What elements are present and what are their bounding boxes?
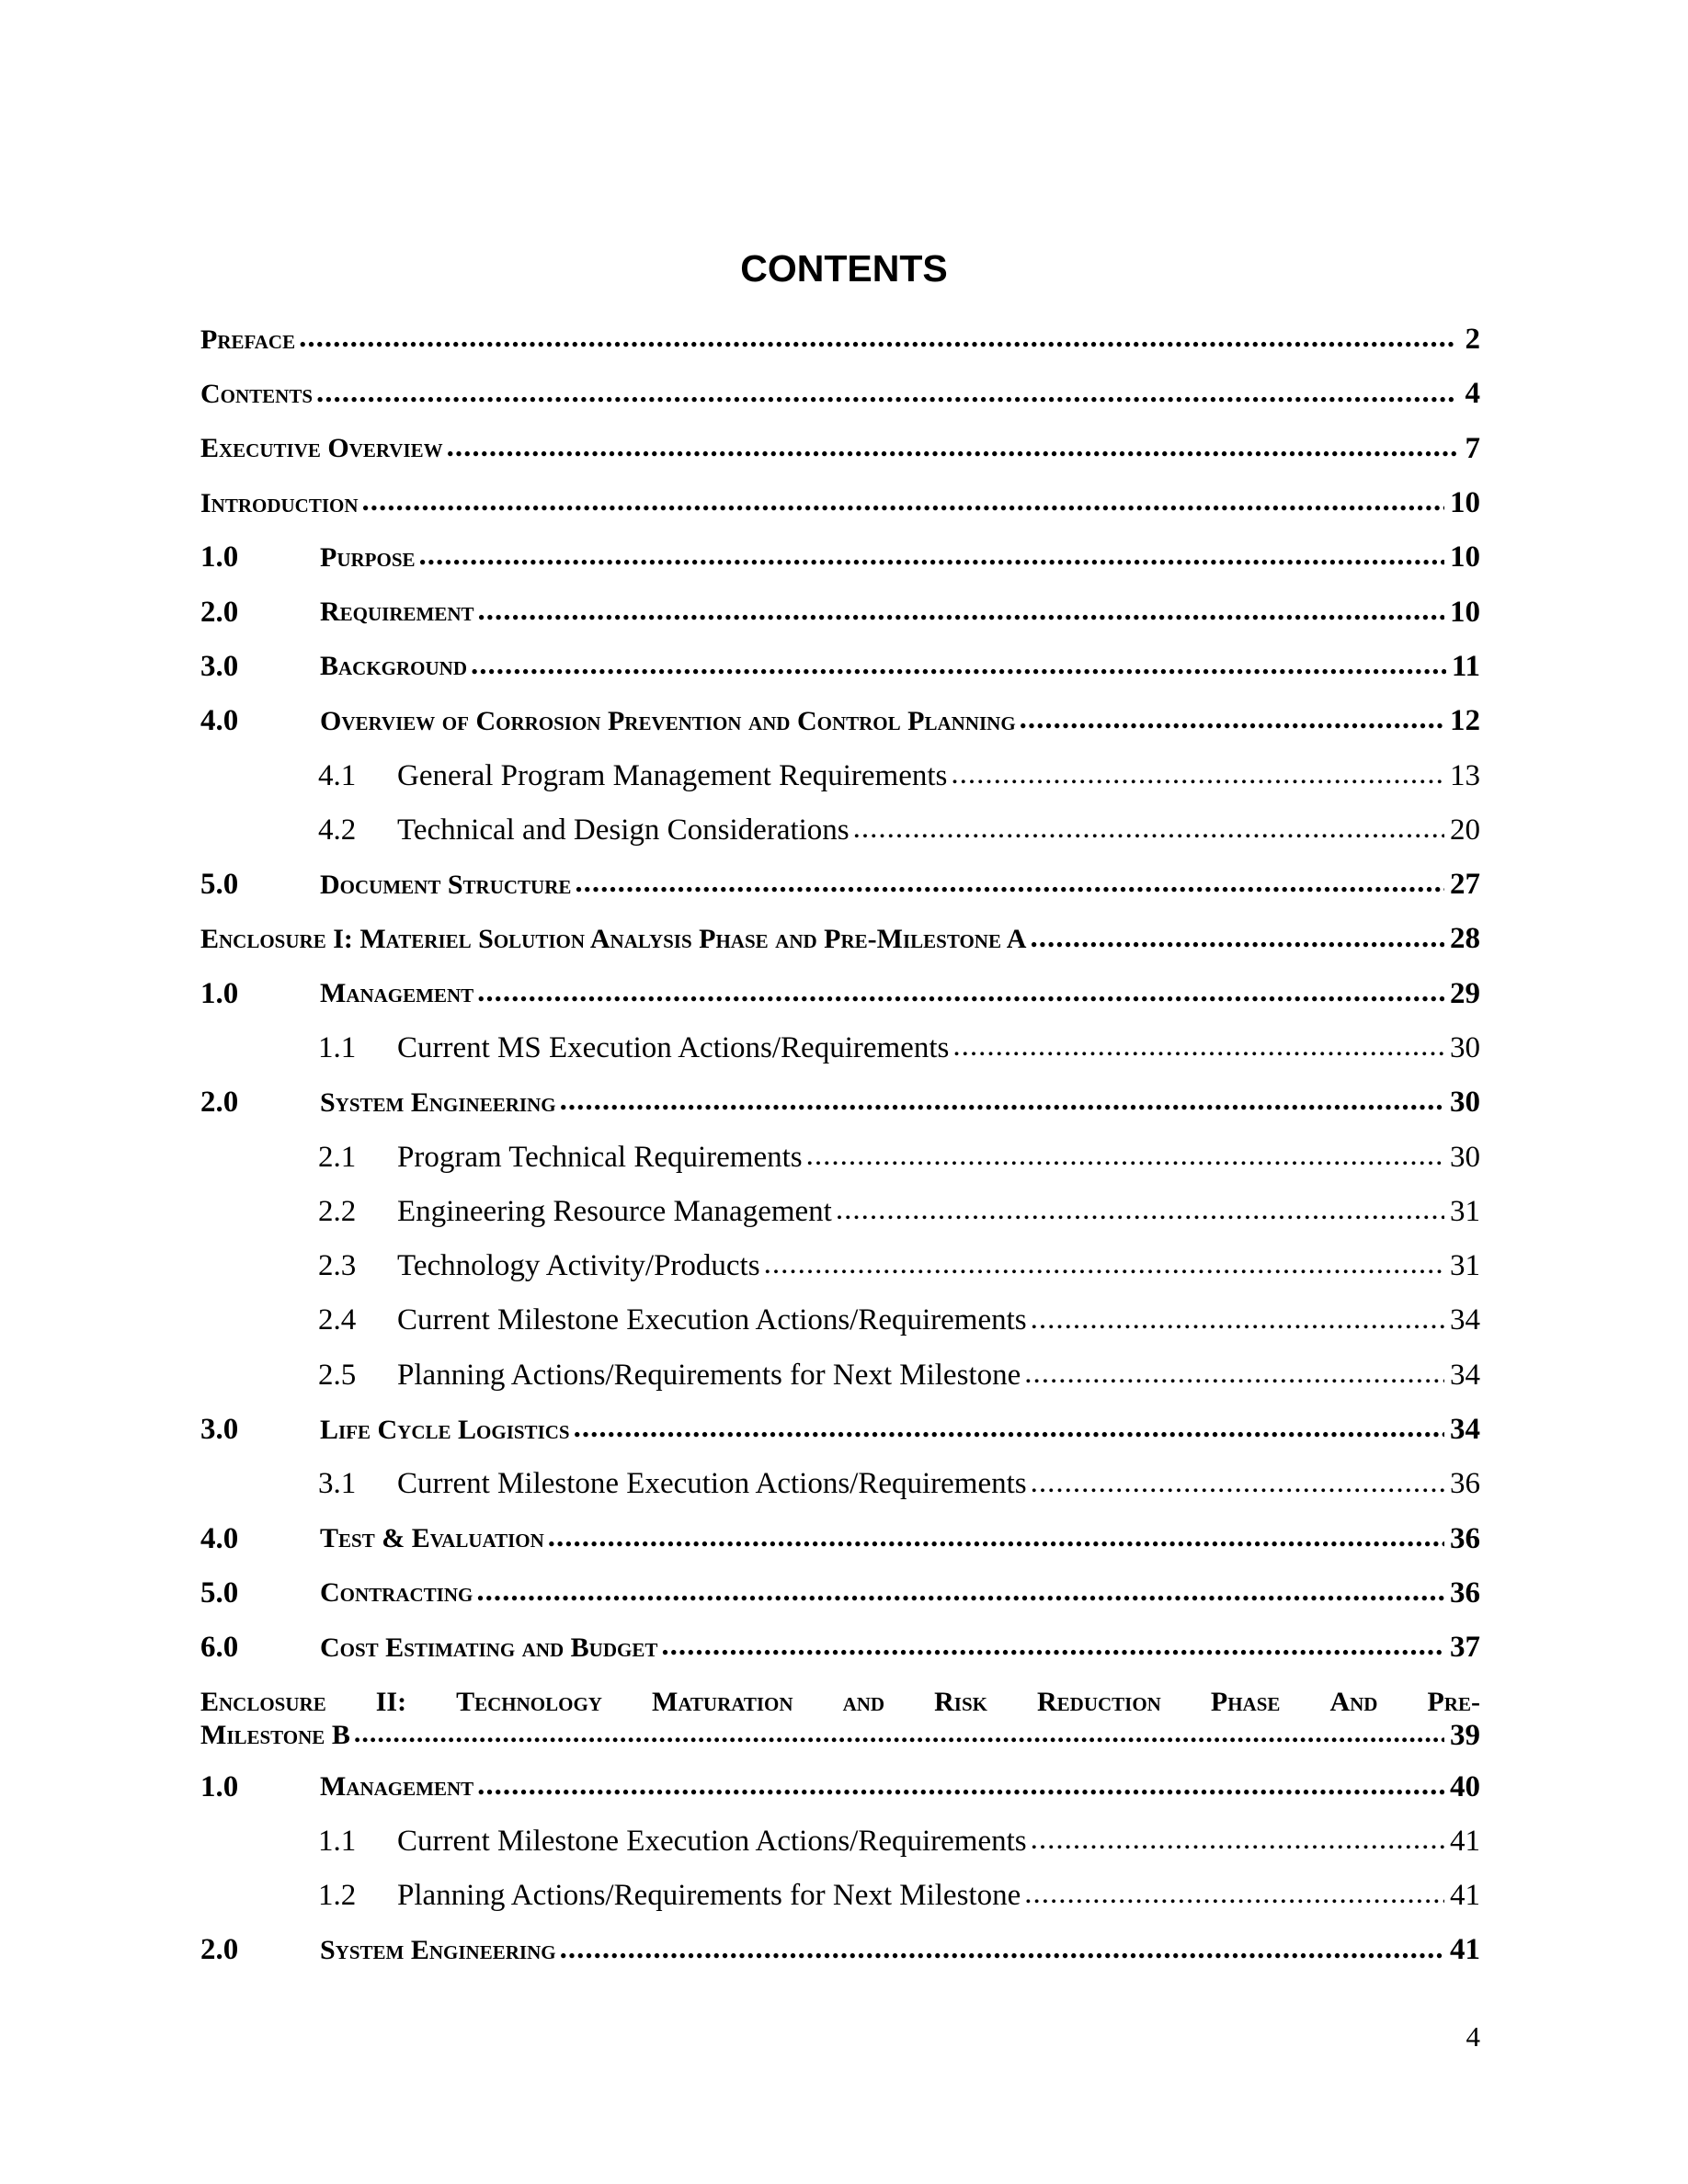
toc-entry[interactable] (200, 1021, 1480, 1075)
toc-entry-title: System Engineering (320, 1934, 556, 1965)
toc-entry-title: System Engineering (320, 1086, 556, 1118)
toc-entry-title: Preface (200, 324, 296, 355)
toc-entry[interactable] (200, 1759, 1480, 1814)
toc-entry-number: 4.1 (318, 758, 357, 792)
toc-entry-page: 10 (1450, 540, 1480, 574)
toc-entry-title: Purpose (320, 541, 416, 573)
dot-leader (806, 1130, 1444, 1184)
toc-entry-page: 29 (1450, 976, 1480, 1010)
dot-leader (853, 803, 1444, 858)
toc-entry-number: 2.0 (200, 595, 239, 629)
toc-entry-number: 3.0 (200, 1413, 239, 1447)
toc-entry-title-word: Maturation (652, 1687, 793, 1718)
toc-entry-number: 2.5 (318, 1358, 357, 1392)
dot-leader (548, 1512, 1444, 1566)
toc-entry[interactable] (200, 1185, 1480, 1239)
toc-entry-page: 20 (1450, 813, 1480, 847)
dot-leader (316, 367, 1456, 421)
dot-leader (952, 1021, 1444, 1075)
dot-leader (560, 1923, 1444, 1977)
toc-entry[interactable] (200, 967, 1480, 1021)
toc-entry[interactable] (200, 1293, 1480, 1348)
toc-entry[interactable] (200, 1403, 1480, 1457)
toc-entry[interactable] (200, 1348, 1480, 1403)
toc-entry-title: Overview of Corrosion Prevention and Control Planning (320, 705, 1016, 736)
dot-leader (1020, 694, 1444, 748)
toc-entry-title-word: Reduction (1037, 1687, 1161, 1718)
toc-entry[interactable] (200, 694, 1480, 748)
toc-entry[interactable] (200, 1923, 1480, 1977)
dot-leader (1030, 912, 1444, 966)
toc-entry-title: Management (320, 1771, 474, 1803)
toc-entry-title: Current MS Execution Actions/Requirements (397, 1031, 950, 1064)
toc-entry-title: General Program Management Requirements (397, 758, 948, 792)
toc-entry-title: Program Technical Requirements (397, 1140, 803, 1174)
toc-entry-title: Engineering Resource Management (397, 1194, 832, 1228)
dot-leader (836, 1185, 1444, 1239)
toc-entry-page: 36 (1450, 1575, 1480, 1610)
dot-leader (951, 748, 1444, 802)
toc-entry-number: 2.3 (318, 1249, 357, 1283)
toc-entry-title: Technology Activity/Products (397, 1249, 760, 1283)
dot-leader (1031, 1293, 1444, 1348)
toc-entry-page: 36 (1450, 1521, 1480, 1555)
toc-entry-number: 2.4 (318, 1303, 357, 1337)
dot-leader (764, 1239, 1444, 1293)
toc-entry-number: 2.0 (200, 1933, 239, 1967)
toc-entry-page: 7 (1465, 431, 1480, 465)
toc-entry-page: 41 (1450, 1824, 1480, 1858)
toc-entry-page: 34 (1450, 1413, 1480, 1447)
dot-leader (560, 1075, 1444, 1130)
toc-entry-page: 34 (1450, 1303, 1480, 1337)
toc-entry[interactable] (200, 530, 1480, 585)
toc-entry[interactable] (200, 1869, 1480, 1923)
dot-leader (477, 1759, 1444, 1814)
toc-entry[interactable] (200, 313, 1480, 367)
toc-entry[interactable] (200, 912, 1480, 966)
toc-entry[interactable] (200, 1566, 1480, 1621)
toc-entry[interactable] (200, 748, 1480, 802)
toc-entry-title: Requirement (320, 597, 474, 628)
toc-entry-title-word: Pre- (1427, 1687, 1480, 1718)
page-number: 4 (1466, 2020, 1480, 2053)
toc-entry-page: 11 (1451, 649, 1480, 683)
toc-entry-page: 10 (1450, 486, 1480, 520)
toc-entry-number: 1.0 (200, 976, 239, 1010)
toc-entry-number: 1.0 (200, 540, 239, 574)
dot-leader (447, 422, 1456, 476)
toc-entry-number: 3.1 (318, 1467, 357, 1501)
dot-leader (478, 585, 1444, 639)
toc-entry-number: 2.1 (318, 1140, 357, 1174)
toc-entry-page: 30 (1450, 1031, 1480, 1064)
toc-entry-page: 36 (1450, 1467, 1480, 1501)
toc-entry-number: 1.1 (318, 1031, 357, 1064)
toc-entry-title: Life Cycle Logistics (320, 1414, 570, 1445)
toc-entry-page: 31 (1450, 1249, 1480, 1283)
toc-entry-title: Current Milestone Execution Actions/Requirements (397, 1303, 1027, 1337)
toc-entry-title-word: and (842, 1687, 885, 1718)
toc-entry-page: 41 (1450, 1879, 1480, 1913)
toc-entry-number: 4.0 (200, 1521, 239, 1555)
page-title: CONTENTS (740, 247, 948, 290)
toc-entry-title: Background (320, 651, 468, 682)
toc-entry-number: 5.0 (200, 1575, 239, 1610)
toc-entry[interactable] (200, 858, 1480, 912)
toc-entry-title-word: II: (375, 1687, 407, 1718)
toc-entry-number: 1.2 (318, 1879, 357, 1913)
toc-entry-title: Introduction (200, 487, 359, 518)
toc-entry-page: 28 (1450, 922, 1480, 956)
dot-leader (1031, 1457, 1444, 1511)
toc-entry-number: 2.0 (200, 1086, 239, 1120)
toc-entry-page: 12 (1450, 704, 1480, 738)
toc-entry[interactable] (200, 367, 1480, 421)
toc-entry-page: 4 (1465, 377, 1480, 411)
toc-entry-page: 13 (1450, 758, 1480, 792)
toc-entry-title-line1 (200, 1686, 1480, 1719)
dot-leader (575, 858, 1444, 912)
dot-leader (362, 476, 1444, 530)
toc-entry-title: Management (320, 978, 474, 1009)
toc-entry[interactable] (200, 640, 1480, 694)
toc-entry-page: 40 (1450, 1769, 1480, 1803)
dot-leader (1031, 1814, 1444, 1869)
toc-entry[interactable] (200, 1130, 1480, 1184)
toc-entry-title: Technical and Design Considerations (397, 813, 850, 847)
toc-entry-page: 34 (1450, 1358, 1480, 1392)
toc-entry-title: Milestone B (200, 1720, 350, 1751)
toc-entry-page: 37 (1450, 1631, 1480, 1665)
toc-entry-title-word: Technology (456, 1687, 602, 1718)
toc-entry-page: 39 (1450, 1719, 1480, 1753)
toc-entry-title: Cost Estimating and Budget (320, 1632, 658, 1663)
toc-entry-title: Enclosure I: Materiel Solution Analysis Phase and Pre-Milestone A (200, 923, 1027, 954)
toc-entry[interactable] (200, 1621, 1480, 1675)
dot-leader (661, 1621, 1444, 1675)
toc-entry-title: Test & Evaluation (320, 1523, 544, 1554)
toc-entry-number: 4.2 (318, 813, 357, 847)
toc-entry-title-word: Phase (1210, 1687, 1281, 1718)
toc-entry-title: Current Milestone Execution Actions/Requirements (397, 1824, 1027, 1858)
toc-entry-title: Contracting (320, 1577, 473, 1609)
toc-entry-number: 1.1 (318, 1824, 357, 1858)
toc-entry[interactable] (200, 1239, 1480, 1293)
toc-entry[interactable] (200, 803, 1480, 858)
toc-entry[interactable] (200, 1814, 1480, 1869)
toc-entry-title-line2 (200, 1719, 1480, 1752)
toc-entry-number: 5.0 (200, 868, 239, 902)
dot-leader (354, 1719, 1444, 1752)
dot-leader (299, 313, 1456, 367)
toc-entry[interactable] (200, 585, 1480, 639)
toc-part-1 (200, 313, 1480, 1675)
toc-entry-enclosure-ii[interactable] (200, 1675, 1480, 1759)
dot-leader (476, 1566, 1444, 1621)
toc-entry-page: 41 (1450, 1933, 1480, 1967)
toc-entry-title-word: Risk (934, 1687, 987, 1718)
toc-entry-page: 30 (1450, 1086, 1480, 1120)
toc-entry-page: 27 (1450, 868, 1480, 902)
toc-entry-title: Executive Overview (200, 433, 443, 464)
dot-leader (477, 967, 1444, 1021)
dot-leader (574, 1403, 1444, 1457)
toc-entry[interactable] (200, 1457, 1480, 1511)
toc-entry-page: 2 (1465, 323, 1480, 357)
toc-entry-number: 6.0 (200, 1631, 239, 1665)
toc-entry-page: 31 (1450, 1194, 1480, 1228)
toc-part-2 (200, 1759, 1480, 1977)
toc-entry-title: Contents (200, 378, 314, 409)
dot-leader (471, 640, 1446, 694)
toc-entry-title: Planning Actions/Requirements for Next Milestone (397, 1879, 1021, 1913)
toc-entry-title: Document Structure (320, 869, 572, 900)
toc-entry-page: 10 (1450, 595, 1480, 629)
dot-leader (419, 530, 1444, 585)
dot-leader (1024, 1348, 1444, 1403)
dot-leader (1024, 1869, 1444, 1923)
toc-entry[interactable] (200, 476, 1480, 530)
toc-entry-title-word: And (1329, 1687, 1378, 1718)
toc-entry-title: Current Milestone Execution Actions/Requirements (397, 1467, 1027, 1501)
toc-entry[interactable] (200, 422, 1480, 476)
toc-entry-number: 4.0 (200, 704, 239, 738)
toc-entry-title-word: Enclosure (200, 1687, 326, 1718)
toc-entry-number: 2.2 (318, 1194, 357, 1228)
toc-entry[interactable] (200, 1512, 1480, 1566)
toc-entry-title: Planning Actions/Requirements for Next Milestone (397, 1358, 1021, 1392)
toc-entry-number: 3.0 (200, 649, 239, 683)
toc-entry-page: 30 (1450, 1140, 1480, 1174)
toc-entry-number: 1.0 (200, 1769, 239, 1803)
toc-entry[interactable] (200, 1075, 1480, 1130)
table-of-contents (200, 313, 1480, 1978)
